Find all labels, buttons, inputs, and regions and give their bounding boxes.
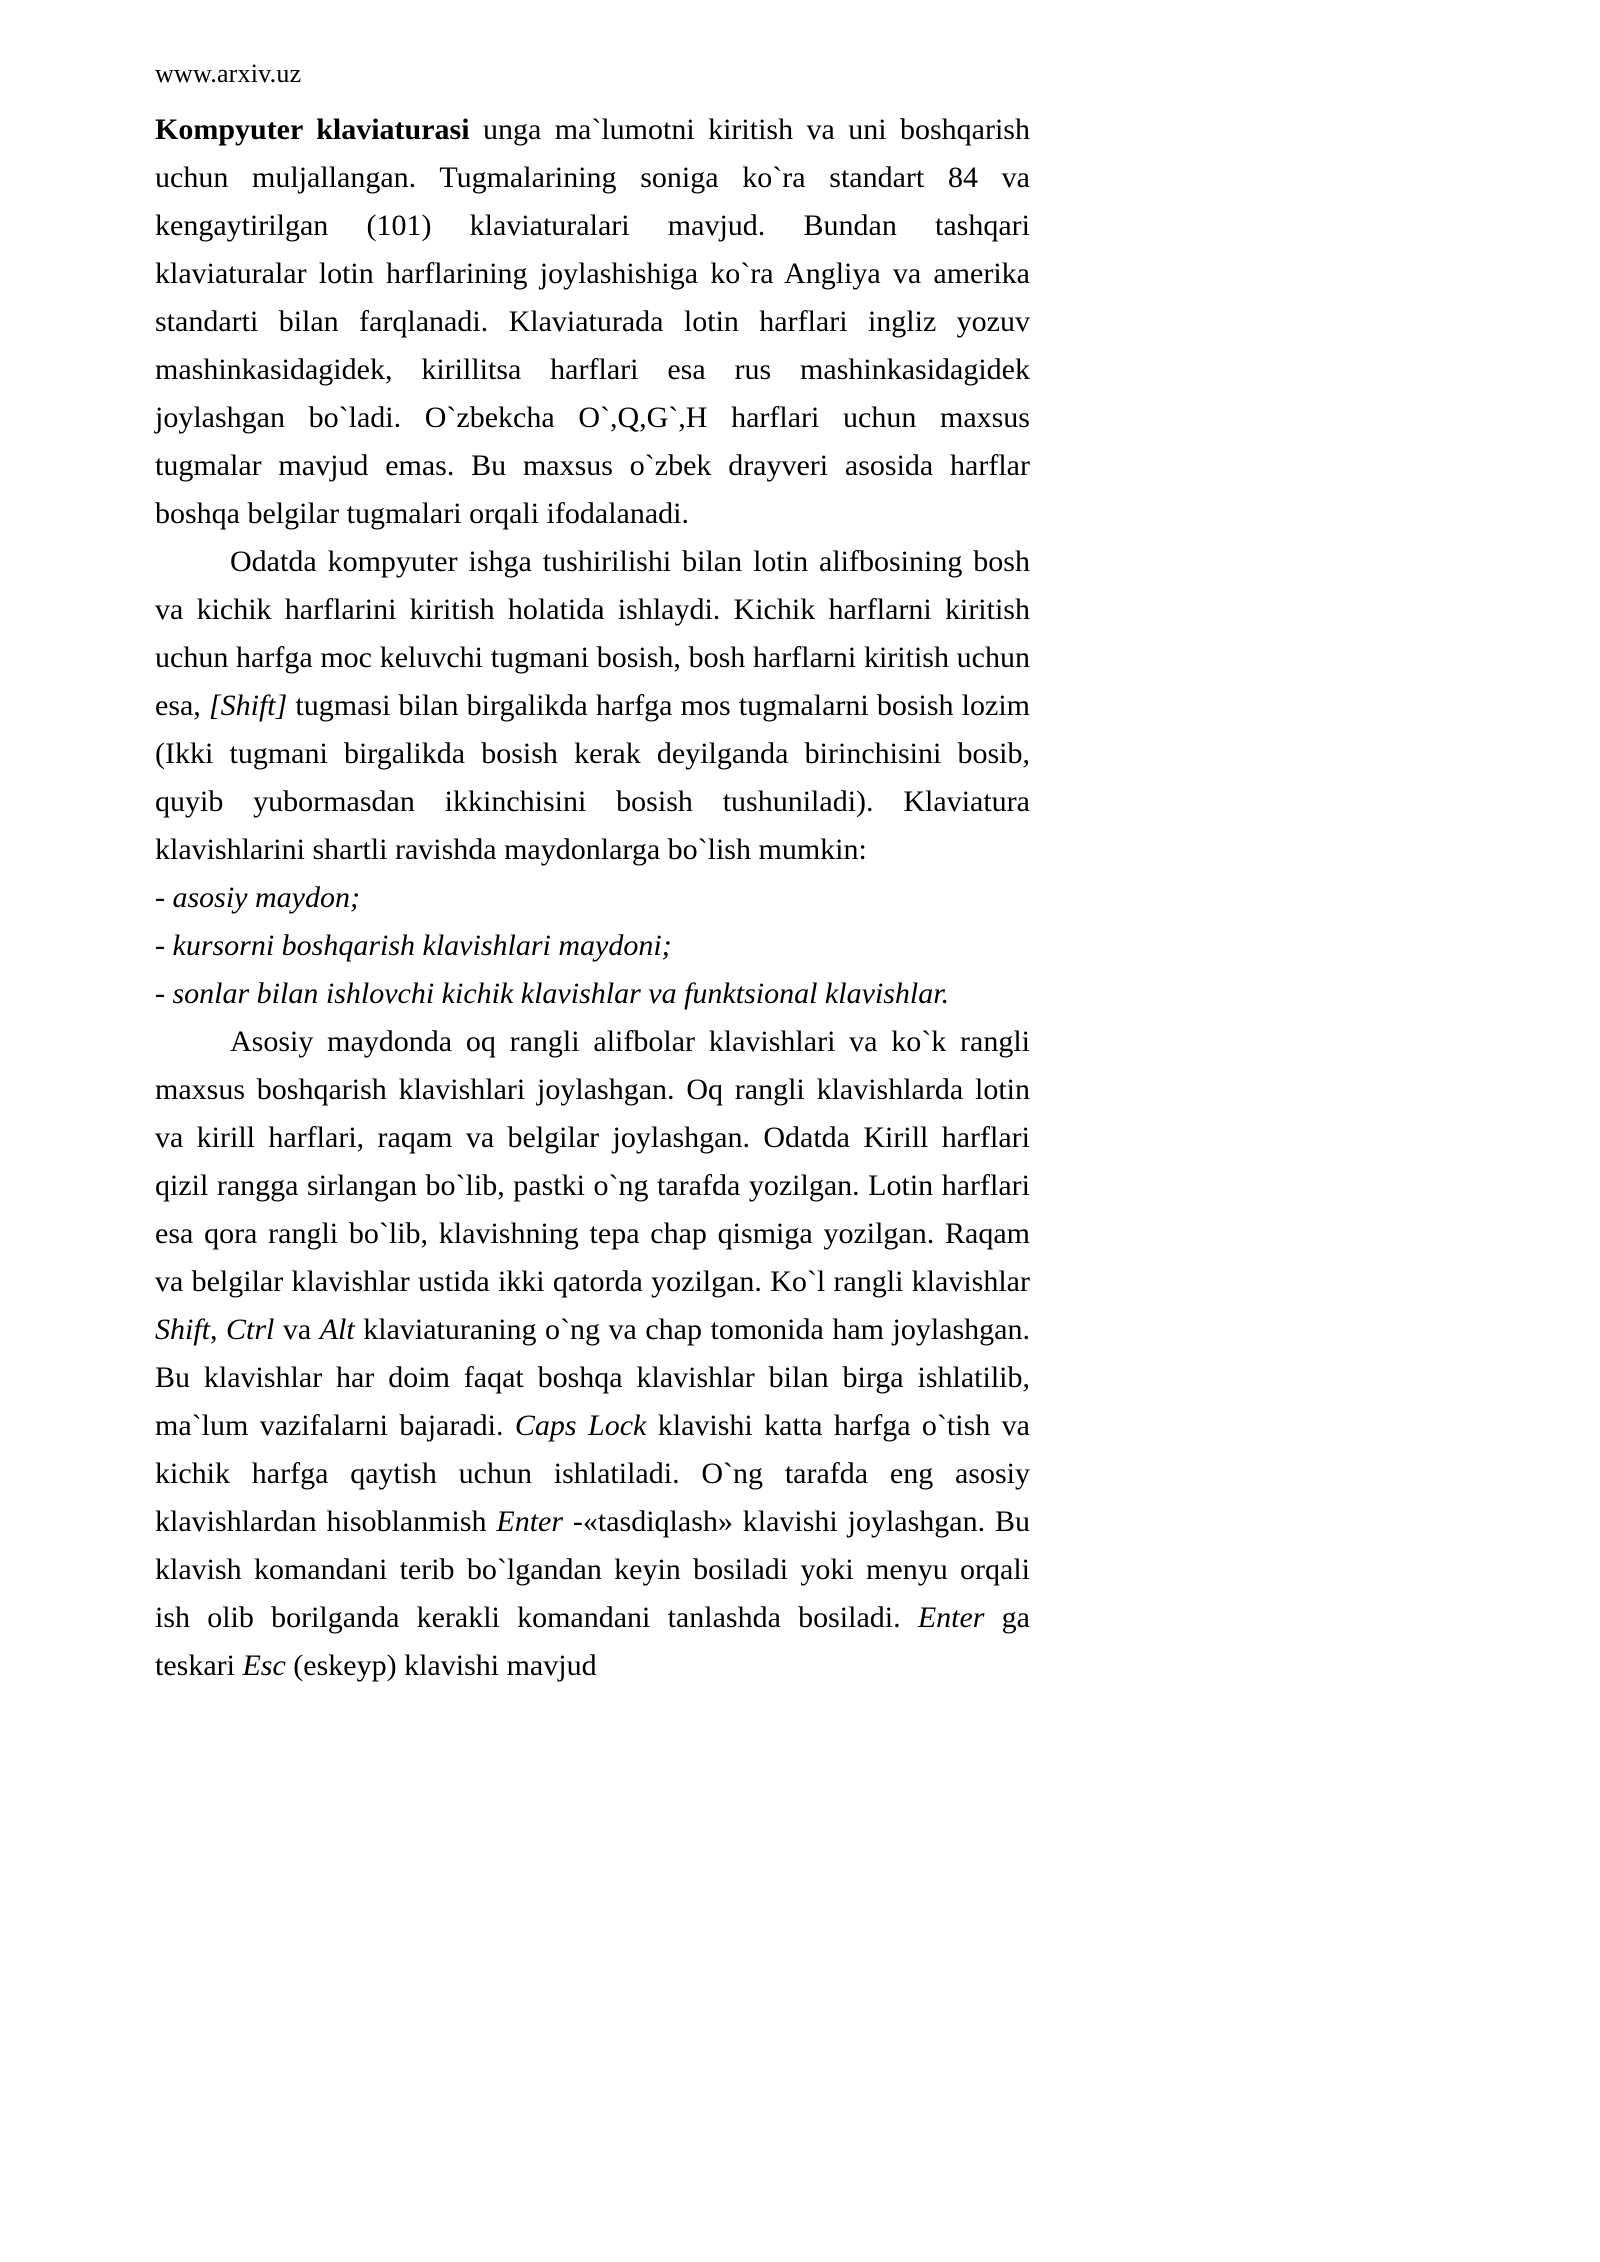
paragraph-keyboard-intro — [155, 106, 1030, 538]
paragraph-2-part-1: Odatda kompyuter ishga tushirilishi bilan lotin alifbosining bosh va kichik harflarini kiritish holatida ishlaydi. Kichik harflarni kiritish uchun harfga moc keluvchi tugmani bosish, bosh harflarni kiritish uchun esa, — [155, 545, 1030, 722]
paragraph-lead-bold: Kompyuter klaviaturasi — [155, 113, 470, 146]
list-marker: - — [155, 881, 165, 914]
paragraph-lowercase-uppercase — [155, 538, 1030, 874]
paragraph-3-part-8: (eskeyp) klavishi mavjud — [285, 1649, 597, 1682]
enter-term-second: Enter — [917, 1601, 985, 1634]
paragraph-3-part-6: -«tasdiqlash» klavishi joylashgan. Bu klavish komandani terib bo`lgandan keyin bosiladi yoki menyu orqali ish olib borilganda kerakli komandani tanlashda bosiladi. — [155, 1505, 1030, 1634]
list-item-label: kursorni boshqarish klavishlari maydoni; — [172, 929, 672, 962]
list-item — [155, 970, 1030, 1018]
shift-key-term: [Shift] — [208, 689, 288, 722]
paragraph-3-part-4: klaviaturaning o`ng va chap tomonida ham joylashgan. Bu klavishlar har doim faqat boshqa klavishlar bilan birga ishlatilib, ma`lum vazifalarni bajaradi. — [155, 1313, 1030, 1442]
list-marker: - — [155, 977, 165, 1010]
paragraph-3-part-1: Asosiy maydonda oq rangli alifbolar klavishlari va ko`k rangli maxsus boshqarish klavishlari joylashgan. Oq rangli klavishlarda lotin va kirill harflari, raqam va belgilar joylashgan. Odatda Kirill harflari qizil rangga sirlangan bo`lib, pastki o`ng tarafda yozilgan. Lotin harflari esa qora rangli bo`lib, klavishning tepa chap qismiga yozilgan. Raqam va belgilar klavishlar ustida ikki qatorda yozilgan. Ko`l rangli klavishlar — [155, 1025, 1030, 1298]
ctrl-term: Ctrl — [226, 1313, 275, 1346]
shift-term: Shift — [155, 1313, 211, 1346]
paragraph-3-part-7: ga teskari — [155, 1601, 1030, 1682]
paragraph-3-part-3: va — [274, 1313, 320, 1346]
paragraph-1-body: unga ma`lumotni kiritish va uni boshqarish uchun muljallangan. Tugmalarining soniga ko`ra standart 84 va kengaytirilgan (101) klaviaturalari mavjud. Bundan tashqari klaviaturalar lotin harflarining joylashishiga ko`ra Angliya va amerika standarti bilan farqlanadi. Klaviaturada lotin harflari ingliz yozuv mashinkasidagidek, kirillitsa harflari esa rus mashinkasidagidek joylashgan bo`ladi. O`zbekcha O`,Q,G`,H harflari uchun maxsus tugmalar mavjud emas. Bu maxsus o`zbek drayveri asosida harflar boshqa belgilar tugmalari orqali ifodalanadi. — [155, 113, 1030, 530]
list-item-label: sonlar bilan ishlovchi kichik klavishlar va funktsional klavishlar. — [172, 977, 950, 1010]
paragraph-2-part-2: tugmasi bilan birgalikda harfga mos tugmalarni bosish lozim (Ikki tugmani birgalikda bosish kerak deyilganda birinchisini bosib, quyib yubormasdan ikkinchisini bosish tushuniladi). Klaviatura klavishlarini shartli ravishda maydonlarga bo`lish mumkin: — [155, 689, 1030, 866]
esc-term: Esc — [242, 1649, 286, 1682]
enter-term: Enter — [496, 1505, 564, 1538]
keyboard-zones-list — [155, 874, 1030, 1018]
paragraph-3-part-5: klavishi katta harfga o`tish va kichik harfga qaytish uchun ishlatiladi. O`ng tarafda eng asosiy klavishlardan hisoblanmish — [155, 1409, 1030, 1538]
list-item — [155, 922, 1030, 970]
list-marker: - — [155, 929, 165, 962]
paragraph-main-zone-description — [155, 1018, 1030, 1690]
caps-lock-term: Caps Lock — [514, 1409, 647, 1442]
paragraph-3-part-2: , — [210, 1313, 227, 1346]
site-url-header: www.arxiv.uz — [155, 59, 302, 88]
list-item — [155, 874, 1030, 922]
alt-term: Alt — [319, 1313, 355, 1346]
list-item-label: asosiy maydon; — [172, 881, 360, 914]
